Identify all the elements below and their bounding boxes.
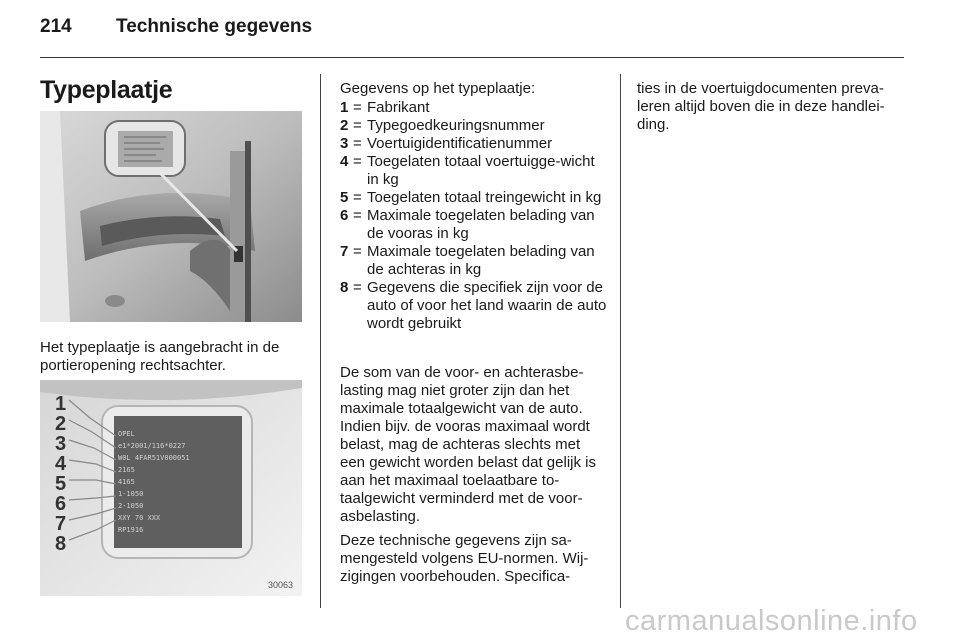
item-text: Maximale toegelaten belading van de achteras in kg xyxy=(367,243,595,278)
item-text: Fabrikant xyxy=(367,99,430,116)
list-item xyxy=(340,153,610,189)
svg-text:OPEL: OPEL xyxy=(118,430,135,438)
item-text: Voertuigidentificatienummer xyxy=(367,135,553,152)
header-divider xyxy=(40,57,904,58)
item-text: Maximale toegelaten belading van de vooras in kg xyxy=(367,207,595,242)
list-item xyxy=(340,117,610,135)
eu-standards-paragraph: Deze technische gegevens zijn sa-mengesteld volgens EU-normen. Wij-zigingen voorbehouden. Specifica- xyxy=(340,532,589,585)
list-intro: Gegevens op het typeplaatje: xyxy=(340,80,536,97)
item-equals: = xyxy=(353,243,362,260)
callout-5: 5 xyxy=(55,473,67,495)
callout-1: 1 xyxy=(55,393,67,415)
svg-text:1-1050: 1-1050 xyxy=(118,490,144,498)
list-item xyxy=(340,207,610,243)
column-divider-2 xyxy=(620,74,621,608)
item-number: 3 xyxy=(340,135,349,152)
callout-numbers xyxy=(55,394,66,554)
item-equals: = xyxy=(353,117,362,134)
specifications-paragraph: ties in de voertuigdocumenten preva-leren altijd boven die in deze handlei-ding. xyxy=(637,80,885,133)
svg-text:W0L 4FAR51V000051: W0L 4FAR51V000051 xyxy=(118,454,190,462)
svg-text:2-1050: 2-1050 xyxy=(118,502,144,510)
watermark: carmanualsonline.info xyxy=(625,605,918,637)
item-number: 2 xyxy=(340,117,349,134)
item-number: 1 xyxy=(340,99,349,116)
svg-text:4165: 4165 xyxy=(118,478,135,486)
item-text: Toegelaten totaal treingewicht in kg xyxy=(367,189,602,206)
svg-text:RP1916: RP1916 xyxy=(118,526,144,534)
item-equals: = xyxy=(353,153,362,170)
item-number: 6 xyxy=(340,207,349,224)
callout-6: 6 xyxy=(55,493,67,515)
item-number: 4 xyxy=(340,153,349,170)
callout-3: 3 xyxy=(55,433,67,455)
item-equals: = xyxy=(353,99,362,116)
list-item xyxy=(340,279,610,333)
item-equals: = xyxy=(353,207,362,224)
door-opening-photo xyxy=(40,111,302,322)
image-code: 30063 xyxy=(268,580,294,590)
svg-text:XXY 70 XXX: XXY 70 XXX xyxy=(118,514,161,522)
axle-load-paragraph: De som van de voor- en achterasbe-lasting mag niet groter zijn dan het maximale totaalgewicht van de auto. Indien bijv. de vooras maximaal wordt belast, mag de achteras slechts met een gewicht worden belast dat gelijk is aan het maximaal toelaatbare to-taalgewicht verminderd met de voor-asbelasting. xyxy=(340,364,596,525)
item-equals: = xyxy=(353,135,362,152)
list-item xyxy=(340,189,610,207)
column-divider-1 xyxy=(320,74,321,608)
item-text: Toegelaten totaal voertuigge-wicht in kg xyxy=(367,153,595,188)
photo-caption: Het typeplaatje is aangebracht in de portieropening rechtsachter. xyxy=(40,339,280,374)
svg-text:e1*2001/116*0227: e1*2001/116*0227 xyxy=(118,442,186,450)
callout-2: 2 xyxy=(55,413,67,435)
page-number: 214 xyxy=(40,16,72,37)
page-heading: Typeplaatje xyxy=(40,76,173,104)
item-equals: = xyxy=(353,279,362,296)
list-item xyxy=(340,135,610,153)
callout-4: 4 xyxy=(55,453,67,475)
type-plate-photo xyxy=(40,380,302,596)
item-equals: = xyxy=(353,189,362,206)
plate-data-list xyxy=(340,99,610,333)
list-item xyxy=(340,243,610,279)
item-text: Typegoedkeuringsnummer xyxy=(367,117,545,134)
list-item xyxy=(340,99,610,117)
item-number: 5 xyxy=(340,189,349,206)
section-title: Technische gegevens xyxy=(116,16,313,37)
callout-8: 8 xyxy=(55,533,67,555)
svg-text:2165: 2165 xyxy=(118,466,135,474)
item-text: Gegevens die specifiek zijn voor de auto of voor het land waarin de auto wordt gebruikt xyxy=(367,279,607,332)
callout-7: 7 xyxy=(55,513,67,535)
item-number: 7 xyxy=(340,243,349,260)
item-number: 8 xyxy=(340,279,349,296)
